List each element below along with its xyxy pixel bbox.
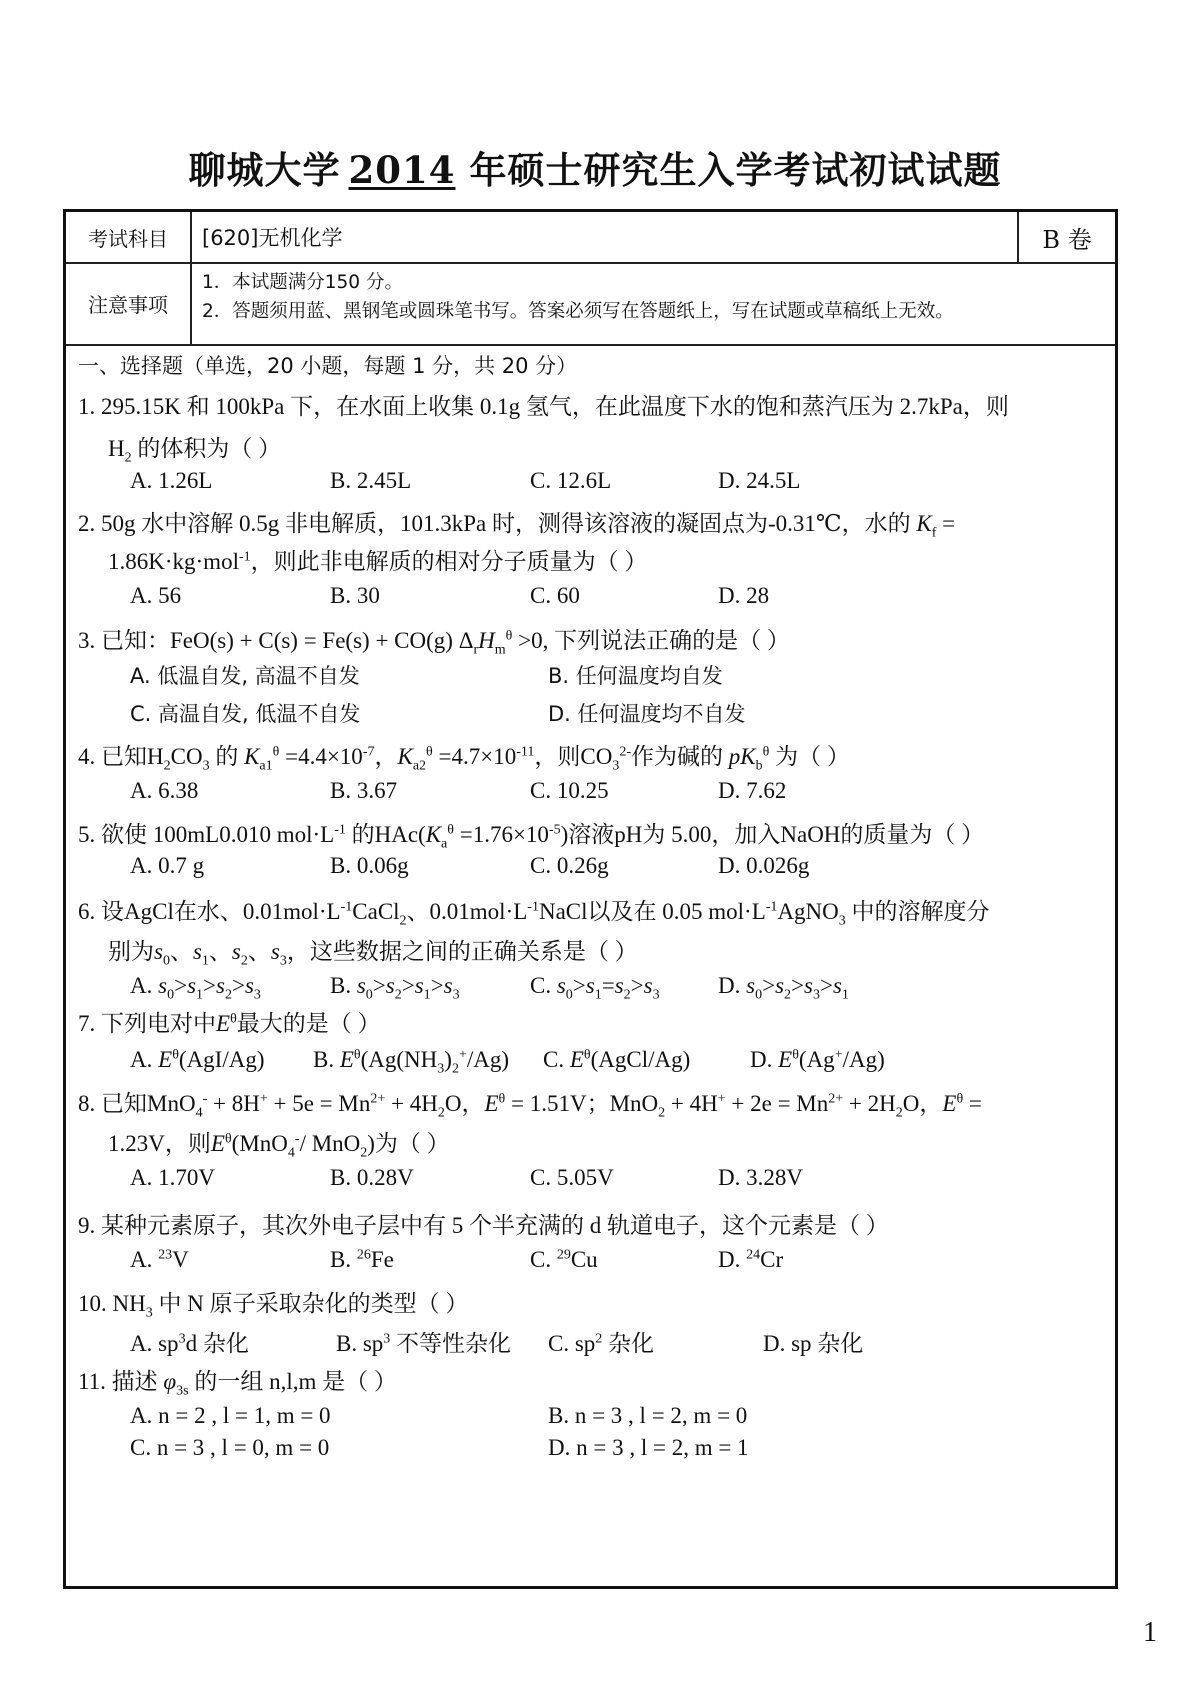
option-D: D. 3.28V [718, 1165, 803, 1190]
option-C: C. n = 3 , l = 0, m = 0 [130, 1435, 330, 1460]
option-B: B. 30 [330, 583, 380, 608]
notes-row [66, 262, 1115, 346]
option-B: B. 0.06g [330, 853, 409, 878]
option-A: A. $sp^3d$ 杂化 [130, 1331, 249, 1356]
option-D: D. n = 3 , l = 2, m = 1 [548, 1435, 749, 1460]
option-D: D. 28 [718, 583, 770, 608]
question-8-line: 1.23V，则$E^\theta(MnO_4^-/$ MnO$_2$)为（ ） [108, 1131, 450, 1161]
question-5-line: 5. 欲使 100mL0.010 $mol\cdot L^{-1}$ 的$HAc(K_a^\theta =1.76\times 10^{-5})$溶液pH为 5.00，加入NaOH的质量为（ ） [78, 822, 985, 852]
option-D: D. sp 杂化 [763, 1331, 864, 1356]
notes-label: 注意事项 [66, 262, 192, 344]
option-B: B. 3.67 [330, 778, 398, 803]
question-6-line: 别为$s_0$、$s_1$、$s_2$、$s_3$，这些数据之间的正确关系是（ ） [108, 939, 638, 969]
subject-row [66, 212, 1115, 264]
question-2-line: 2. 50g 水中溶解 0.5g 非电解质，101.3kPa 时，测得该溶液的凝固点为-0.31℃，水的 $K_f$ = [78, 511, 956, 541]
title-university: 聊城大学 [188, 148, 341, 192]
option-A: A. $^{23}$V [130, 1247, 189, 1272]
note-item: 1．本试题满分150 分。 [202, 272, 403, 293]
subject-value: [620]无机化学 [202, 226, 343, 250]
option-B: B. 任何温度均自发 [548, 664, 723, 688]
question-1-line: 1. 295.15K 和 100kPa 下，在水面上收集 0.1g 氢气，在此温度下水的饱和蒸汽压为 2.7kPa，则 [78, 394, 1009, 419]
question-4-line: 4. 已知$H_2CO_3$ 的 $K_{a1}^\theta =4.4\times 10^{-7}$，$K_{a2}^\theta =4.7\times 10^{-11}$，则$CO_3^{2-}$作为碱的 $pK_b^\theta$ 为（ ） [78, 744, 850, 774]
exam-title [0, 140, 1190, 194]
option-C: C. 高温自发, 低温不自发 [130, 702, 361, 726]
option-B: B. $E^\theta(Ag(NH_3)_2^+/Ag)$ [313, 1047, 510, 1077]
exam-frame [63, 209, 1118, 1589]
option-C: C. 60 [530, 583, 580, 608]
option-A: A. n = 2 , l = 1, m = 0 [130, 1403, 331, 1428]
question-3-line: 3. 已知：FeO(s) + C(s) = Fe(s) + CO(g) $\Delta_rH_m^\theta >0$, 下列说法正确的是（ ） [78, 628, 790, 658]
option-D: D. $s_0>s_2>s_3>s_1$ [718, 973, 849, 1003]
question-6-line: 6. 设AgCl在水、$0.01mol\cdot L^{-1}CaCl_2$、$0.01mol\cdot L^{-1}NaCl$以及在 0.05 $mol\cdot L^{-1}AgNO_3$ 中的溶解度分 [78, 899, 990, 929]
option-C: C. $s_0>s_1=s_2>s_3$ [530, 973, 660, 1003]
option-D: D. $^{24}$Cr [718, 1247, 784, 1272]
option-B: B. $sp^3$ 不等性杂化 [336, 1331, 512, 1356]
option-A: A. $s_0>s_1>s_2>s_3$ [130, 973, 261, 1003]
option-B: B. 2.45L [330, 468, 412, 493]
option-A: A. $E^\theta(AgI/Ag)$ [130, 1047, 265, 1072]
question-8-line: 8. 已知$MnO_4^- + 8H^+ + 5e = Mn^{2+} + 4H_2O$，$E^\theta = 1.51V$；$MnO_2 + 4H^+ + 2e = Mn^{2+} + 2H_2O$，$E^\theta$ = [78, 1091, 982, 1121]
option-B: B. 0.28V [330, 1165, 414, 1190]
option-D: D. 任何温度均不自发 [548, 702, 746, 726]
section-heading: 一、选择题（单选，20 小题，每题 1 分，共 20 分） [78, 354, 578, 378]
title-year: 2014 [348, 148, 456, 192]
option-D: D. 7.62 [718, 778, 787, 803]
subject-label: 考试科目 [66, 212, 192, 262]
option-C: C. 10.25 [530, 778, 609, 803]
option-A: A. 1.70V [130, 1165, 215, 1190]
title-suffix: 年硕士研究生入学考试初试试题 [469, 148, 1002, 192]
option-C: C. 12.6L [530, 468, 612, 493]
question-2-line: 1.86K·kg·mol$^{-1}$，则此非电解质的相对分子质量为（ ） [108, 549, 648, 574]
option-C: C. $^{29}$Cu [530, 1247, 598, 1272]
option-A: A. 低温自发, 高温不自发 [130, 664, 360, 688]
question-11-line: 11. 描述 $\varphi_{3s}$ 的一组 n,l,m 是（ ） [78, 1369, 397, 1399]
option-C: C. 5.05V [530, 1165, 614, 1190]
option-D: D. 0.026g [718, 853, 810, 878]
question-9-line: 9. 某种元素原子，其次外电子层中有 5 个半充满的 d 轨道电子，这个元素是（ ） [78, 1213, 889, 1238]
question-1-line: $H_2$ 的体积为（ ） [108, 436, 282, 466]
option-A: A. 56 [130, 583, 182, 608]
question-7-line: 7. 下列电对中$E^\theta$最大的是（ ） [78, 1011, 381, 1036]
option-A: A. 0.7 g [130, 853, 205, 878]
option-B: B. n = 3 , l = 2, m = 0 [548, 1403, 748, 1428]
note-item: 2．答题须用蓝、黑钢笔或圆珠笔书写。答案必须写在答题纸上，写在试题或草稿纸上无效。 [202, 301, 954, 322]
question-10-line: 10. $NH_3$ 中 N 原子采取杂化的类型（ ） [78, 1291, 469, 1321]
option-C: C. $sp^2$ 杂化 [548, 1331, 655, 1356]
option-B: B. $^{26}$Fe [330, 1247, 394, 1272]
option-B: B. $s_0>s_2>s_1>s_3$ [330, 973, 460, 1003]
option-D: D. 24.5L [718, 468, 801, 493]
page-number: 1 [1143, 1617, 1157, 1648]
option-D: D. $E^\theta(Ag^+/Ag)$ [750, 1047, 885, 1072]
notes-list [202, 268, 954, 326]
paper-version: B 卷 [1017, 212, 1115, 262]
option-C: C. $E^\theta(AgCl/Ag)$ [543, 1047, 691, 1072]
option-A: A. 6.38 [130, 778, 199, 803]
option-C: C. 0.26g [530, 853, 609, 878]
option-A: A. 1.26L [130, 468, 213, 493]
